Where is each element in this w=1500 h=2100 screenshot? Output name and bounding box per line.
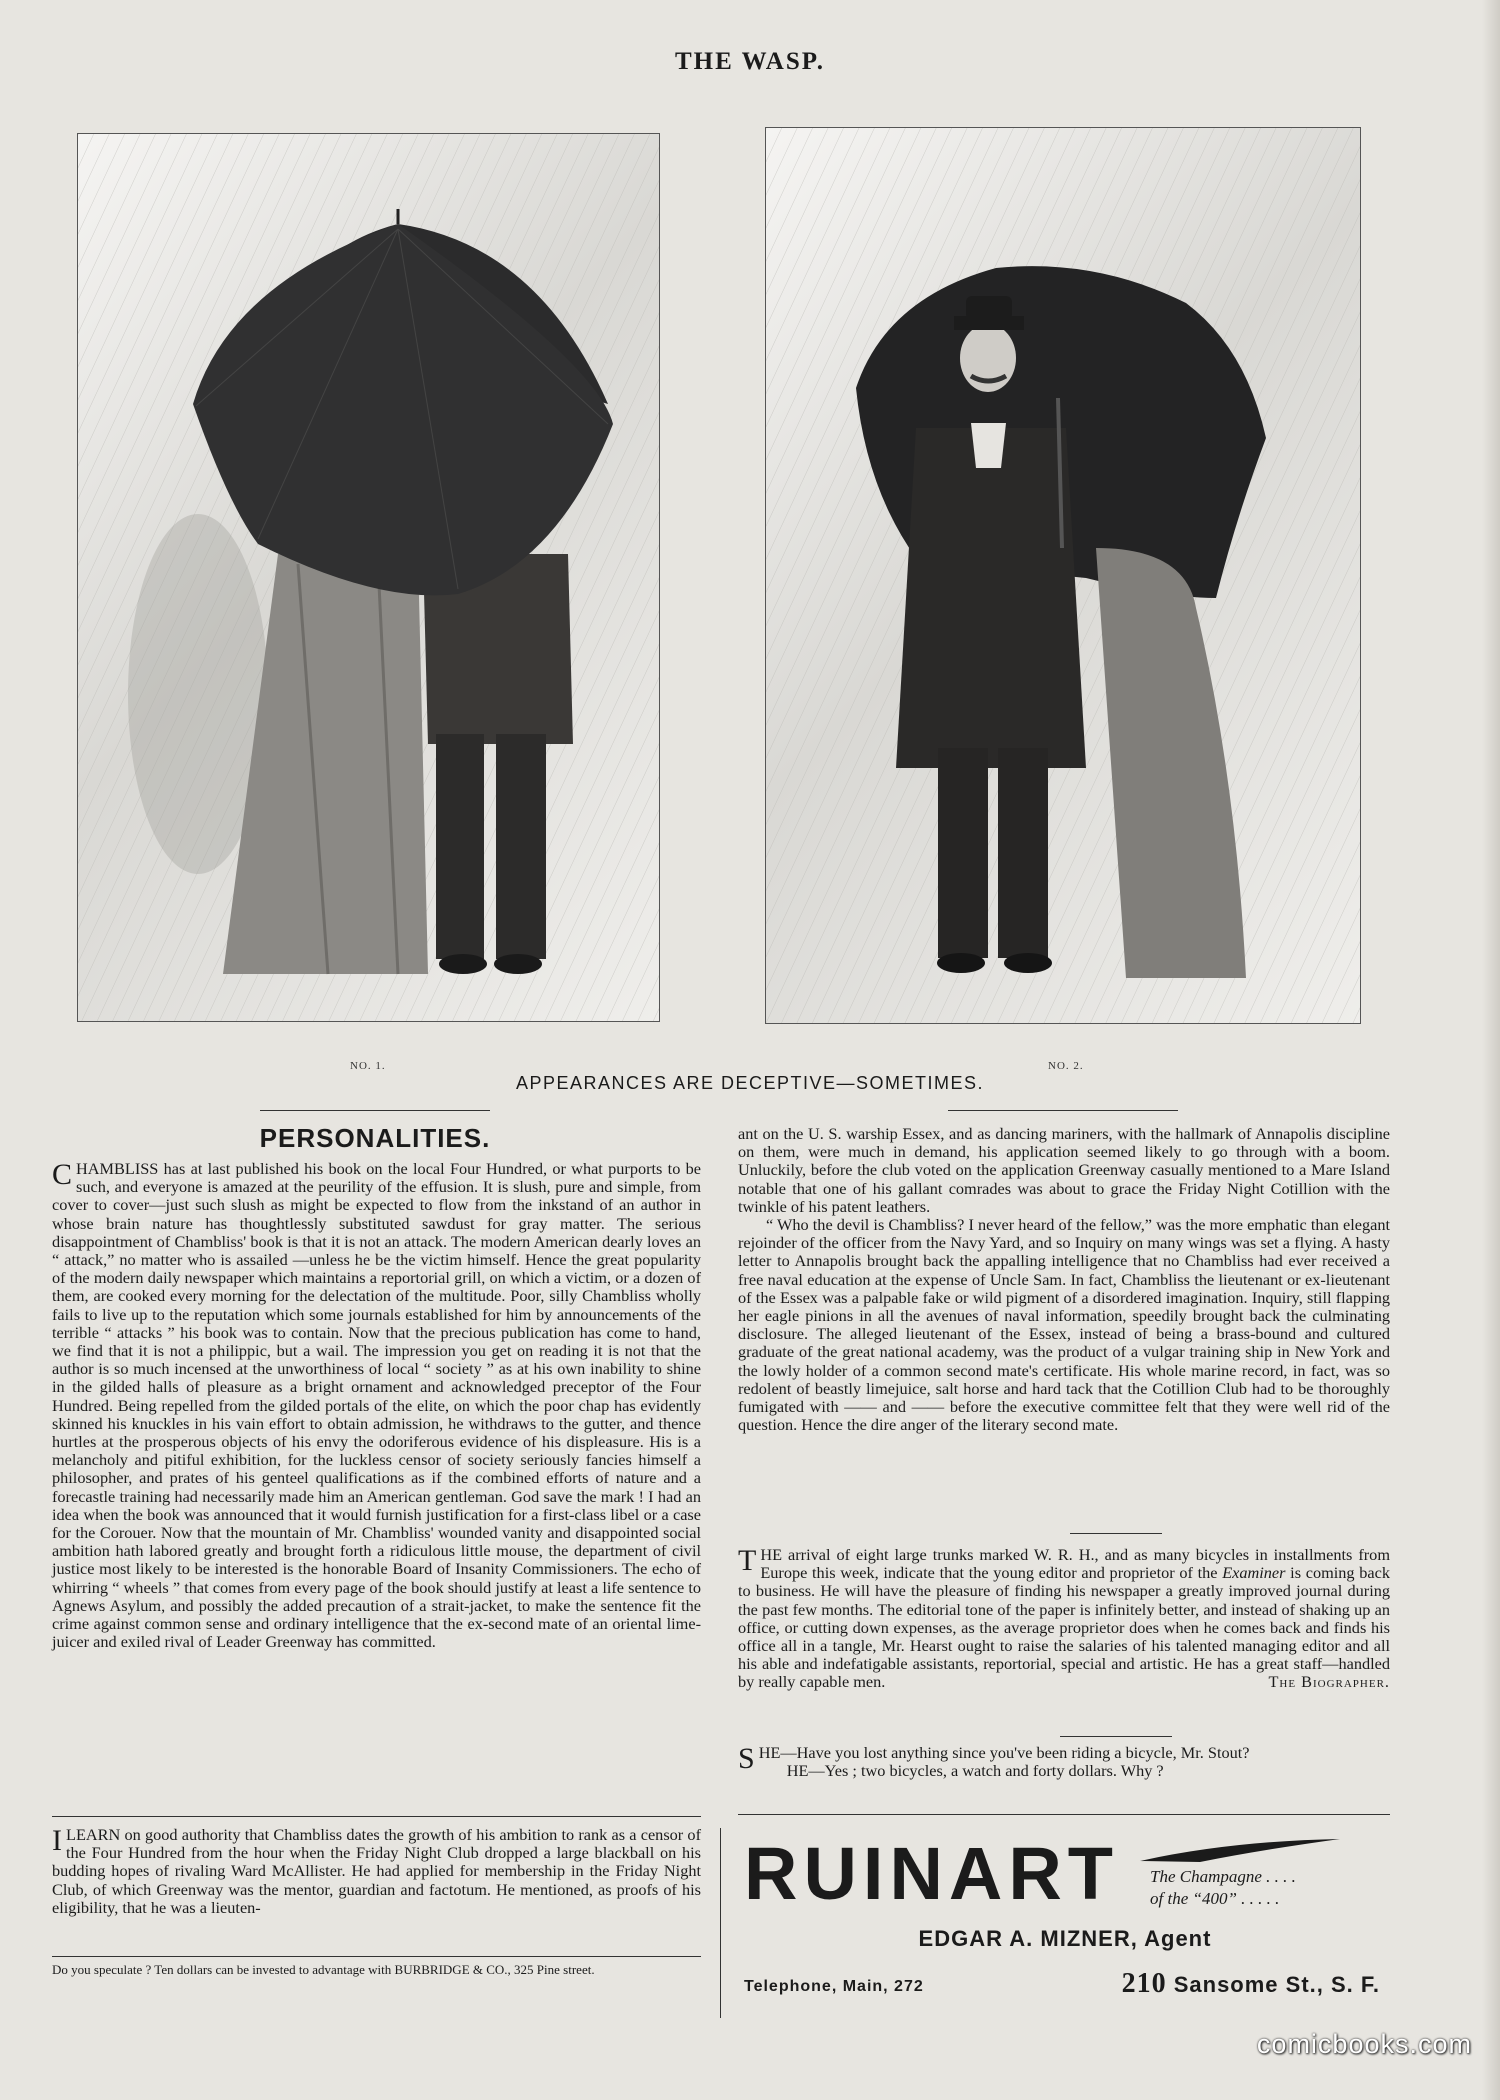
photo-caption: APPEARANCES ARE DECEPTIVE—SOMETIMES. [515, 1073, 985, 1093]
ad-agent: EDGAR A. MIZNER, Agent [918, 1926, 1212, 1951]
heading-rule [260, 1110, 490, 1111]
examiner-title: Examiner [1222, 1563, 1286, 1583]
dropcap: T [738, 1544, 757, 1577]
article-paragraph: “ Who the devil is Chambliss? I never heard of the fellow,” was the more emphatic than elegant rejoinder of the officer from the Navy Yard, and so Inquiry on many wings was set a flying. A hasty letter to Annapolis brought back the appalling intelligence that no Chambliss had ever received a free naval education at the expense of Uncle Sam. In fact, Chambliss the lieutenant or ex-lieutenant of the Essex was a palpable fake or wild pigment of a disordered imagination. Inquiry, still flapping her eagle pinions in all the avenues of naval information, speedily brought back the culminating disclosure. The alleged lieutenant of the Essex, instead of being a brass-bound and cultured graduate of the great national academy, was the product of a vulgar training ship in New York and the lowly holder of a common second mate's certificate. His whole marine record, in fact, was so redolent of beastly limejuice, salt horse and hard tack that the Cotillion Club had to be thoroughly fumigated with —— and —— before the executive committee felt that they were well rid of the question. Hence the dire anger of the literary second mate. [738, 1215, 1390, 1435]
short-divider [1070, 1533, 1162, 1534]
ruinart-brand: RUINART [744, 1832, 1119, 1915]
dropcap: I [52, 1824, 62, 1857]
tagline-line-2: of the “400” . . . . . [1150, 1889, 1280, 1908]
article-chambliss-book [52, 1160, 701, 1651]
signature: The Biographer. [1268, 1672, 1390, 1692]
article-text: is coming back to business. He will have the pleasure of finding his newspaper a greatly improved journal during the past few months. The editorial tone of the paper is infinitely better, and instead of shaking up an office, or cutting down expenses, as the average proprietor does when he comes back and finds his office all in a tangle, Mr. Hearst ought to raise the salaries of his talented managing editor and all his able and indefatigable assistants, reportorial, special and artistic. He has a great staff—handled by really capable men. [738, 1563, 1390, 1692]
tagline-line-1: The Champagne . . . . [1150, 1867, 1296, 1886]
ad-vertical-rule [720, 1828, 721, 2018]
note-divider [52, 1956, 701, 1957]
short-divider [1060, 1736, 1172, 1737]
ad-address [1122, 1968, 1380, 2000]
joke-she: HE—Have you lost anything since you've been riding a bicycle, Mr. Stout? [758, 1743, 1250, 1762]
article-friday-night-club [52, 1826, 701, 1917]
photo-2-number: NO. 2. [1048, 1060, 1084, 1072]
photo-1-number: NO. 1. [350, 1060, 386, 1072]
dropcap: S [738, 1742, 755, 1775]
ruinart-advertisement [740, 1818, 1390, 2018]
watermark: comicbooks.com [1256, 2029, 1472, 2059]
ad-tagline [1150, 1866, 1380, 1910]
page-edge [1482, 0, 1500, 2100]
article-text: HAMBLISS has at last published his book on the local Four Hundred, or what purports to be such, and everyone is amazed at the peurility of the effusion. It is slush, pure and simple, from cover to cover—just such slush as might be expected to flow from the inkstand of an author in whose brain nature has thoughtlessly substituted sawdust for gray matter. The serious disappointment of Chambliss' book is that it is not an attack. The modern American dearly loves an “ attack,” no matter who is assailed —unless he be the victim himself. Hence the great popularity of the modern daily newspaper which maintains a reportorial grill, on which a victim, or a dozen of them, are cooked every morning for the delectation of the multitude. Poor, silly Chambliss wholly fails to live up to the reputation which some journals established for him by announcements of the terrible “ attacks ” his book was to contain. Now that the precious publication has come to hand, we find that it is not a philippic, but a wail. The impression you get on reading it is not that the author is so much incensed at the unworthiness of local “ society ” as at his own inability to shine in the gilded halls of pleasure as a bright ornament and acknowledged preceptor of the Four Hundred. Being repelled from the gilded portals of the elite, on which the poor chap has evidently skinned his knuckles in his vain effort to obtain admission, he withdraws to the gutter, and thence hurtles at the prosperous objects of his envy the odoriferous evidence of his displeasure. His is a melancholy and pitiful exhibition, for the luckless censor of society seriously fancies himself a philosopher, and prates of his genteel qualifications as if the combined efforts of nature and a forecastle training had necessarily made him an American gentleman. God save the mark ! I had an idea when the book was announced that it would furnish justification for a first-class libel or a case for the Corouer. Now that the mountain of Mr. Chambliss' wounded vanity and disappointed social ambition hath labored greatly and brought forth a ridiculous little mouse, the department of civil justice most likely to be interested is the honorable Board of Insanity Commissioners. The echo of whirring “ wheels ” that comes from every page of the book should justify at least a life sentence to Agnews Asylum, and possibly the added precaution of a strait-jacket, to make the sentence fit the crime against common sense and ordinary intelligence that the ex-second mate of an oriental lime-juicer and exiled rival of Leader Greenway has committed. [52, 1159, 701, 1652]
article-text: LEARN on good authority that Chambliss dates the growth of his ambition to rank as a censor of the Four Hundred from the hour when the Friday Night Club dropped a large blackball on his budding hopes of rivaling Ward McAllister. He had applied for membership in the Friday Night Club, of which Greenway was the mentor, guardian and factotum. He mentioned, as proofs of his eligibility, that he was a lieuten- [52, 1825, 701, 1917]
joke-bicycle [738, 1744, 1390, 1780]
photo-couple-umbrella [77, 133, 660, 1022]
article-divider [52, 1816, 701, 1817]
photo-man-umbrella [765, 127, 1361, 1024]
joke-he: HE—Yes ; two bicycles, a watch and forty dollars. Why ? [786, 1761, 1164, 1781]
address-street: Sansome St., S. F. [1173, 1972, 1380, 1997]
burbridge-note: Do you speculate ? Ten dollars can be invested to advantage with BURBRIDGE & CO., 325 Pine street. [52, 1962, 595, 1977]
brand-flourish [1140, 1836, 1340, 1866]
dropcap: C [52, 1158, 73, 1191]
masthead: THE WASP. [674, 48, 825, 75]
article-paragraph: ant on the U. S. warship Essex, and as dancing mariners, with the hallmark of Annapolis discipline on them, were much in demand, his application seemed likely to go through with a boom. Unluckily, before the club voted on the application Greenway casually mentioned to a Mare Island notable that one of his gallant comrades was about to grace the Friday Night Cotillion with the twinkle of his patent leathers. [738, 1124, 1390, 1216]
column-rule [948, 1110, 1178, 1111]
article-continued [738, 1125, 1390, 1434]
ad-divider [738, 1814, 1390, 1815]
address-number: 210 [1121, 1968, 1167, 1999]
article-text: HE arrival of eight large trunks marked W. R. H., and as many bicycles in installments from Europe this week, indicate that the young editor and proprietor of the [760, 1545, 1390, 1583]
section-heading: PERSONALITIES. [259, 1123, 491, 1153]
article-hearst-return [738, 1546, 1390, 1692]
ad-telephone: Telephone, Main, 272 [744, 1978, 924, 1995]
